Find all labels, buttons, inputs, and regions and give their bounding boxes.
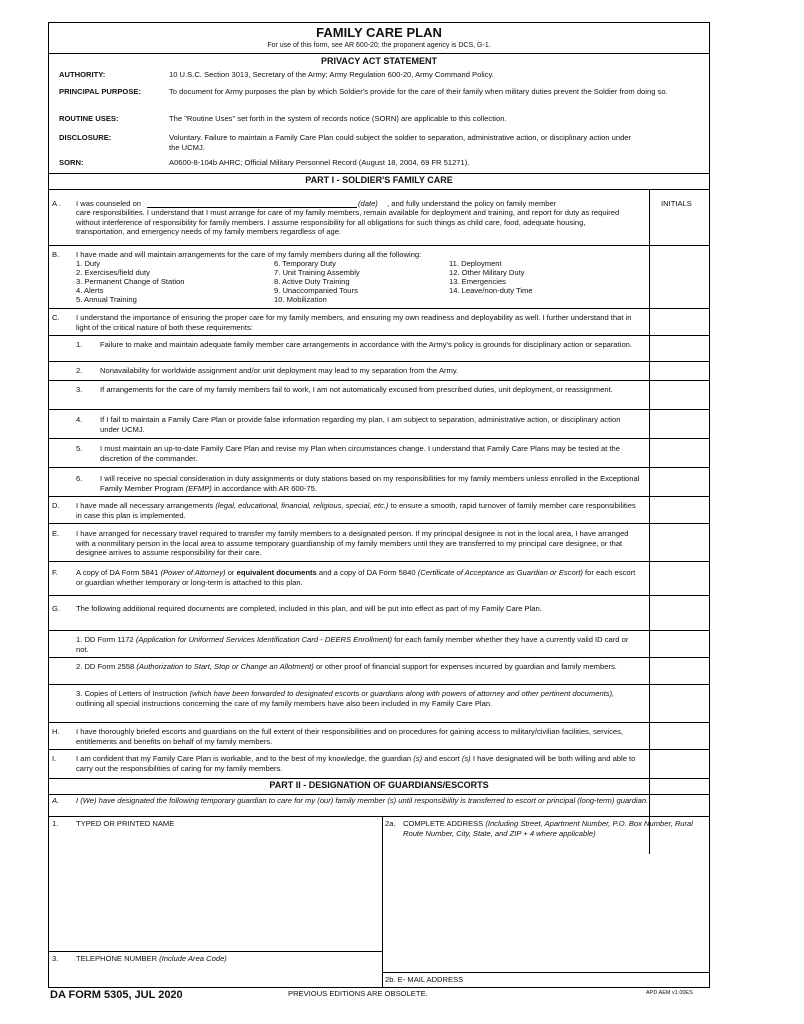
part1-item-g3 (49, 685, 709, 723)
item-g3-copies: 3. Copies of Letters of Instruction (76, 689, 188, 698)
item-g2-text-c: or other proof of financial support for expenses incurred by guardian and family members. (315, 662, 617, 671)
item-d-text-a: I have made all necessary arrangements (76, 501, 214, 510)
item-a-counseled: I was counseled on (76, 199, 142, 208)
item-d-types: (legal, educational, financial, religious, special, etc.) (215, 501, 389, 510)
address-field[interactable] (383, 817, 709, 972)
initials-box-c[interactable] (650, 309, 709, 335)
item-h-letter: H. (52, 727, 60, 736)
routine-uses-text: The "Routine Uses" set forth in the system of records notice (SORN) are applicable to this collection. (169, 114, 507, 123)
initials-box-c6[interactable] (650, 468, 709, 496)
item-f-equivalent: equivalent documents (236, 568, 317, 577)
item-g2-text (76, 662, 636, 672)
authority-text: 10 U.S.C. Section 3013, Secretary of the Army; Army Regulation 600-20, Army Command Policy. (169, 70, 494, 79)
telephone-field[interactable] (49, 952, 382, 987)
part1-item-a (49, 190, 709, 246)
telephone-hint: (Include Area Code) (159, 954, 227, 963)
part1-item-e (49, 524, 709, 562)
list-item: 10. Mobilization (274, 295, 327, 304)
list-item: 5. Annual Training (76, 295, 137, 304)
item-c1-text: Failure to make and maintain adequate family member care arrangements in accordance with the Army's policy is grounds for disciplinary action or separation. (100, 340, 633, 349)
email-field[interactable] (383, 972, 709, 988)
part1-header (49, 174, 709, 190)
list-item: 4. Alerts (76, 286, 104, 295)
list-item: 8. Active Duty Training (274, 277, 350, 286)
item-f-text (76, 568, 636, 587)
list-item: 13. Emergencies (449, 277, 506, 286)
item-c2-num: 2. (76, 366, 83, 375)
item-f-text-g: for each escort or guardian whether temporary or long-term is attached to this plan. (76, 568, 636, 587)
name-field-num: 1. (52, 819, 59, 828)
privacy-act-section (49, 54, 709, 174)
item-b-letter: B. (52, 250, 60, 259)
purpose-text: To document for Army purposes the plan by which Soldier's provide for the care of their family when military duties prevent the Soldier from doing so. (169, 87, 668, 96)
initials-box-g3[interactable] (650, 685, 709, 722)
initials-box-b[interactable] (650, 246, 709, 308)
item-g-letter: G. (52, 604, 61, 613)
address-label: COMPLETE ADDRESS (403, 819, 484, 828)
item-g3-text-c: outlining all special instructions concerning the care of my family members have also been included in my Family Care Plan. (76, 698, 493, 708)
part1-item-i (49, 750, 709, 779)
address-field-num: 2a. (385, 819, 396, 828)
item-d-text-c: to ensure a smooth, rapid turnover of family member care responsibilities in case this plan is implemented. (76, 501, 636, 520)
part1-item-g2 (49, 658, 709, 685)
item-e-letter: E. (52, 529, 60, 538)
item-d-letter: D. (52, 501, 60, 510)
item-i-s1: (s) (413, 754, 423, 763)
item-c3-text: If arrangements for the care of my family members fail to work, I am not automatically excused from prescribed duties, unit deployment, or reassignment. (100, 385, 613, 394)
telephone-label-text: TELEPHONE NUMBER (76, 954, 158, 963)
item-c6-text (100, 474, 640, 493)
item-g1-app: (Application for Uniformed Services Identification Card - DEERS Enrollment) (135, 635, 392, 644)
item-f-or: or (227, 568, 235, 577)
item-i-text-e: I have designated will be both willing and able to carry out the responsibilities of caring for my family members. (76, 754, 636, 773)
part2-title: PART II - DESIGNATION OF GUARDIANS/ESCORTS (269, 780, 489, 790)
telephone-num: 3. (52, 954, 59, 963)
initials-box-g1[interactable] (650, 631, 709, 657)
name-field[interactable] (49, 817, 382, 952)
item-a-text: care responsibilities. I understand that I must arrange for care of my family members, remain available for deployment and training, and report for duty as required without interference of responsibility for family members. I assume responsibility for all obligations for such things as child care, food, adequate housing, transportation, and emergency needs of my family members regardless of age. (76, 208, 620, 237)
item-g1-form: 1. DD Form 1172 (76, 635, 134, 644)
item-g2-auth: (Authorization to Start, Stop or Change an Allotment) (136, 662, 314, 671)
initials-box-i[interactable] (650, 750, 709, 778)
name-field-label: TYPED OR PRINTED NAME (76, 819, 175, 828)
initials-box-e[interactable] (650, 524, 709, 561)
item-g-intro: The following additional required documents are completed, included in this plan, and will be put into effect as part of my Family Care Plan. (76, 604, 542, 613)
initials-box-f[interactable] (650, 562, 709, 595)
routine-uses-label: ROUTINE USES: (59, 114, 119, 123)
part1-title: PART I - SOLDIER'S FAMILY CARE (305, 175, 453, 185)
list-item: 1. Duty (76, 259, 101, 268)
item-i-escort: and escort (424, 754, 460, 763)
part1-item-c6 (49, 468, 709, 497)
part1-item-g (49, 596, 709, 631)
item-i-text-a: I am confident that my Family Care Plan is workable, and to the best of my knowledge, the guardian (76, 754, 412, 763)
part2-a-letter: A. (52, 796, 60, 805)
part1-item-c1 (49, 336, 709, 362)
item-c1-num: 1. (76, 340, 83, 349)
form-number: DA FORM 5305, JUL 2020 (50, 989, 183, 1001)
item-c5-num: 5. (76, 444, 83, 453)
list-item: 9. Unaccompanied Tours (274, 286, 358, 295)
item-c-letter: C. (52, 313, 60, 322)
address-field-label (403, 819, 693, 838)
part1-item-h (49, 723, 709, 750)
item-c6-num: 6. (76, 474, 83, 483)
initials-box-c1[interactable] (650, 336, 709, 361)
obsolete-note: PREVIOUS EDITIONS ARE OBSOLETE. (288, 989, 428, 998)
initials-box-c5[interactable] (650, 439, 709, 467)
item-f-text-a: A copy of DA Form 5841 (76, 568, 159, 577)
initials-box-c2[interactable] (650, 362, 709, 380)
part1-item-b (49, 246, 709, 309)
item-c6-text-a: I will receive no special consideration in duty assignments or duty stations based on my responsibilities for my family members unless enrolled in the Exceptional Family Member Program (100, 474, 640, 493)
part1-item-c5 (49, 439, 709, 468)
sorn-text: A0600-8-104b AHRC; Official Military Personnel Record (August 18, 2004, 69 FR 51271). (169, 158, 470, 167)
disclosure-label: DISCLOSURE: (59, 133, 112, 142)
purpose-label: PRINCIPAL PURPOSE: (59, 87, 141, 96)
initials-header: INITIALS (661, 199, 692, 208)
item-g1-text-c: for each family member whether they have a currently valid ID card or not. (76, 635, 629, 654)
item-c5-text: I must maintain an up-to-date Family Care Plan and revise my Plan when circumstances change. I understand that Family Care Plans may be tested at the discretion of the commander. (100, 444, 621, 463)
part1-item-g1 (49, 631, 709, 658)
form-header (49, 23, 709, 54)
item-a-letter: A . (52, 199, 61, 208)
item-h-text: I have thoroughly briefed escorts and guardians on the full extent of their responsibilities and on procedures for gaining access to military/civilian facilities, services, entitlements and benefits on behalf of my family members. (76, 727, 624, 746)
item-i-text (76, 754, 636, 773)
initials-box-g2[interactable] (650, 658, 709, 684)
item-g2-form: 2. DD Form 2558 (76, 662, 135, 671)
item-d-text (76, 501, 636, 520)
family-care-plan-form (48, 22, 710, 988)
item-i-letter: I. (52, 754, 57, 763)
item-c6-efmp: (EFMP) (185, 483, 212, 493)
part2-header (49, 779, 709, 795)
initials-box-d[interactable] (650, 497, 709, 523)
part2-a-text: I (We) have designated the following temporary guardian to care for my (our) family member (s) until responsibility is transferred to escort or principal (long-term) guardian. (76, 796, 649, 805)
part2-item-a (49, 795, 709, 817)
initials-box-a[interactable] (650, 190, 709, 245)
item-a-date-label: (date) (358, 199, 378, 208)
part1-item-f (49, 562, 709, 596)
form-subtitle: For use of this form, see AR 600-20; the proponent agency is DCS, G-1. (267, 42, 491, 49)
item-f-text-e: and a copy of DA Form 5840 (318, 568, 416, 577)
item-c4-text: If I fail to maintain a Family Care Plan or provide false information regarding my plan, I am subject to separation, administrative action, or disciplinary action under UCMJ. (100, 415, 621, 434)
email-label: 2b. E- MAIL ADDRESS (385, 975, 464, 984)
sorn-label: SORN: (59, 158, 84, 167)
privacy-title: PRIVACY ACT STATEMENT (320, 56, 437, 66)
item-c3-num: 3. (76, 385, 83, 394)
list-item: 11. Deployment (449, 259, 502, 268)
item-c4-num: 4. (76, 415, 83, 424)
item-g1-text (76, 635, 636, 654)
part1-item-d (49, 497, 709, 524)
initials-box-c4[interactable] (650, 410, 709, 438)
form-title: FAMILY CARE PLAN (316, 25, 442, 40)
item-e-text: I have arranged for necessary travel required to transfer my family members to a designated person. If my principal designee is not in the local area, I have arranged with a nonmilitary person in the local area to assume temporary guardianship of my family members until they are transferred to my principal care designee, or that designee arrives to assume responsibility for their care. (76, 529, 629, 558)
version-label: APD AEM v1.00ES (646, 990, 693, 996)
item-f-letter: F. (52, 568, 58, 577)
list-item: 2. Exercises/field duty (76, 268, 150, 277)
item-c6-text-c: in accordance with AR 600-75. (213, 483, 317, 493)
list-item: 3. Permanent Change of Station (76, 277, 185, 286)
item-i-s2: (s) (461, 754, 471, 763)
item-b-intro: I have made and will maintain arrangements for the care of my family members during all the following: (76, 250, 422, 259)
item-c2-text: Nonavailability for worldwide assignment and/or unit deployment may lead to my separation from the Army. (100, 366, 459, 375)
part1-item-c2 (49, 362, 709, 381)
part1-item-c4 (49, 410, 709, 439)
initials-box-c3[interactable] (650, 381, 709, 409)
authority-label: AUTHORITY: (59, 70, 106, 79)
disclosure-text: Voluntary. Failure to maintain a Family Care Plan could subject the soldier to separation, administrative action, or disciplinary action under the UCMJ. (169, 133, 632, 152)
address-hint: (Including Street, Apartment Number, P.O. Box Number, Rural Route Number, City, State, and ZIP + 4 where applicable) (403, 819, 693, 838)
item-g3-text (76, 689, 636, 708)
part1-item-c (49, 309, 709, 336)
list-item: 6. Temporary Duty (274, 259, 336, 268)
list-item: 14. Leave/non-duty Time (449, 286, 533, 295)
item-g3-forwarded: (which have been forwarded to designated escorts or guardians along with powers of attorney and other pertinent documents), (189, 689, 615, 698)
item-c-intro: I understand the importance of ensuring the proper care for my family members, and ensuring my own readiness and deployability as well. I further understand that in light of the critical nature of both these requirements: (76, 313, 632, 332)
item-f-certificate: (Certificate of Acceptance as Guardian or Escort) (417, 568, 583, 577)
part1-item-c3 (49, 381, 709, 410)
initials-box-h[interactable] (650, 723, 709, 749)
initials-box-g[interactable] (650, 596, 709, 630)
list-item: 7. Unit Training Assembly (274, 268, 360, 277)
item-a-policy: , and fully understand the policy on family member (387, 199, 557, 208)
list-item: 12. Other Military Duty (449, 268, 525, 277)
item-f-poa: (Power of Attorney) (160, 568, 226, 577)
telephone-label (76, 954, 227, 964)
